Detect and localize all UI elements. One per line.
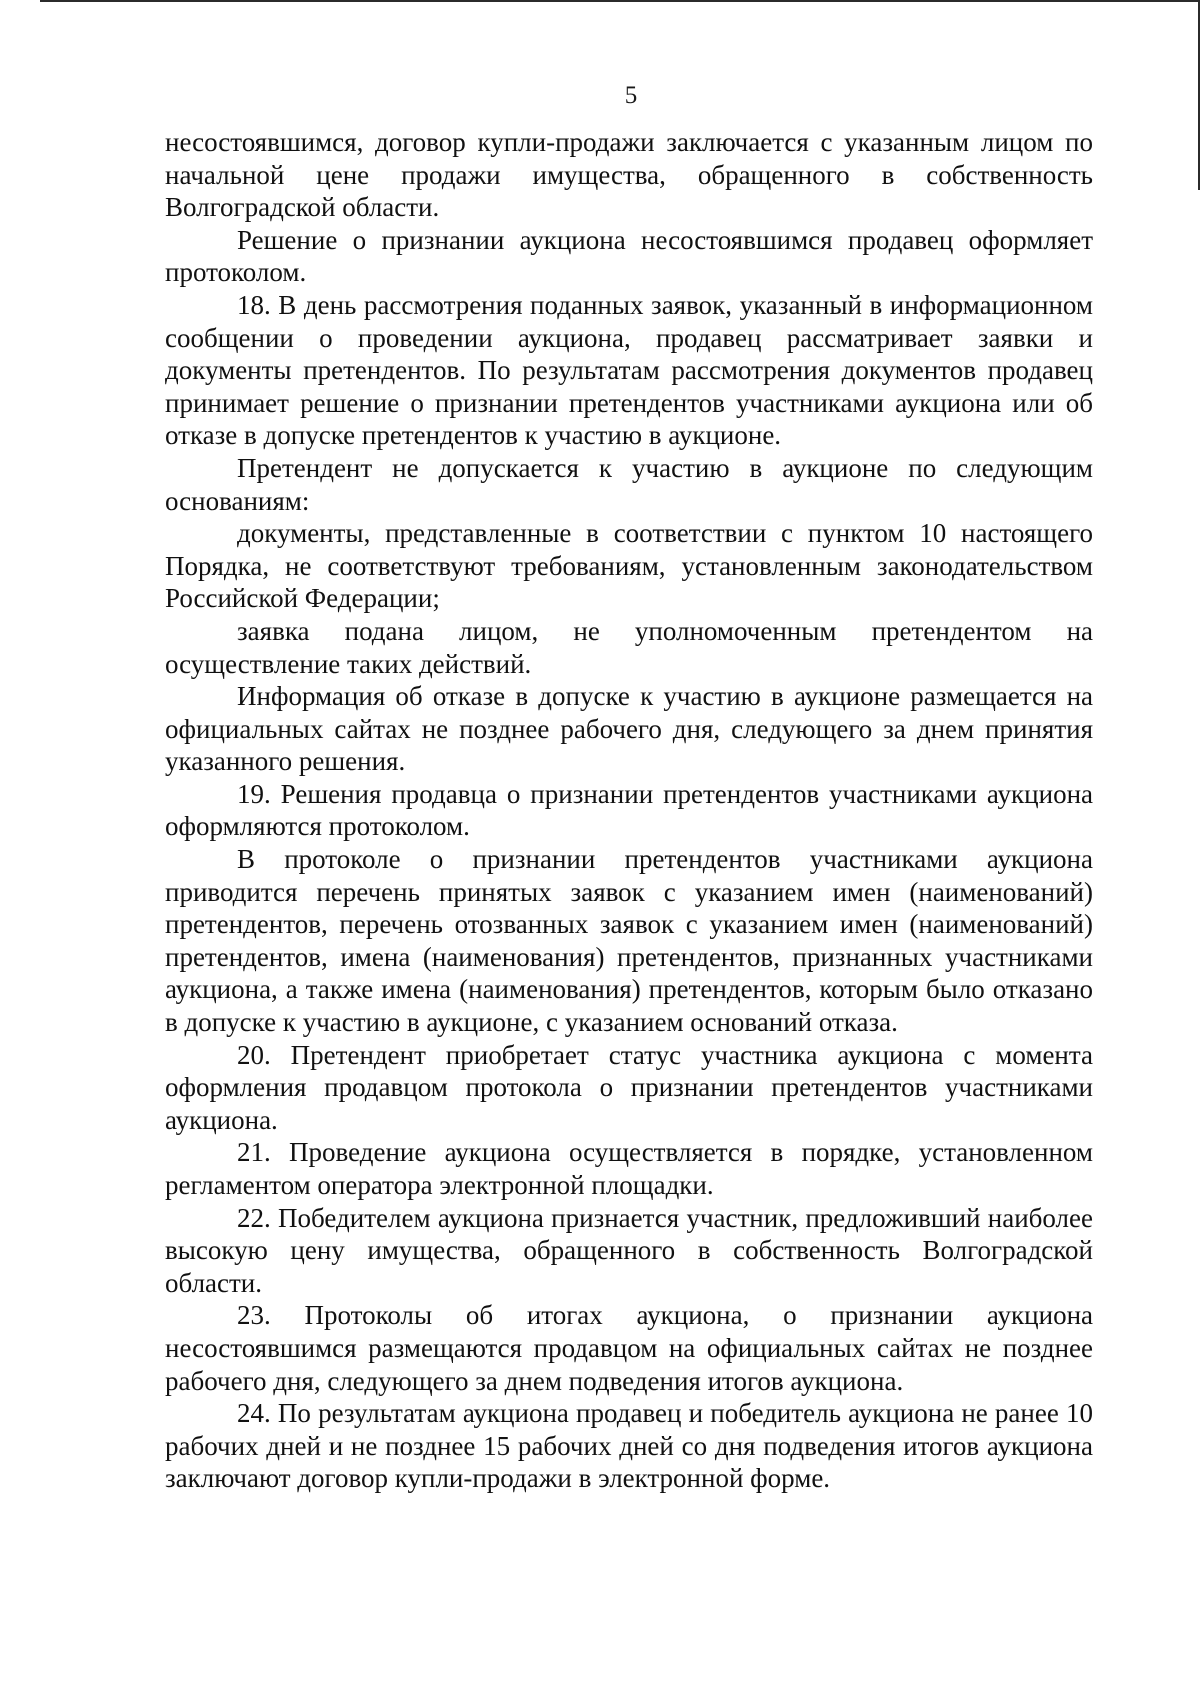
paragraph-clause-19: 19. Решения продавца о признании претендентов участниками аукциона оформляются протоколом. (165, 778, 1093, 842)
paragraph-rejection-info: Информация об отказе в допуске к участию в аукционе размещается на официальных сайтах не позднее рабочего дня, следующего за днем принятия указанного решения. (165, 681, 1093, 777)
paragraph-clause-18: 18. В день рассмотрения поданных заявок, указанный в информационном сообщении о проведении аукциона, продавец рассматривает заявки и документы претендентов. По результатам рассмотрения документов продавец принимает решение о признании претендентов участниками аукциона или об отказе в допуске претендентов к участию в аукционе. (165, 289, 1093, 451)
paragraph-auction-failed-protocol: Решение о признании аукциона несостоявшимся продавец оформляет протоколом. (165, 224, 1093, 288)
paragraph-clause-20: 20. Претендент приобретает статус участника аукциона с момента оформления продавцом протокола о признании претендентов участниками аукциона. (165, 1039, 1093, 1135)
paragraph-protocol-contents: В протоколе о признании претендентов участниками аукциона приводится перечень принятых заявок с указанием имен (наименований) претендентов, перечень отозванных заявок с указанием имен (наименований) претендентов, имена (наименования) претендентов, признанных участниками аукциона, а также имена (наименования) претендентов, которым было отказано в допуске к участию в аукционе, с указанием оснований отказа. (165, 844, 1093, 1038)
paragraph-clause-23: 23. Протоколы об итогах аукциона, о признании аукциона несостоявшимся размещаются продавцом на официальных сайтах не позднее рабочего дня, следующего за днем подведения итогов аукциона. (165, 1300, 1093, 1396)
paragraph-continuation: несостоявшимся, договор купли-продажи заключается с указанным лицом по начальной цене продажи имущества, обращенного в собственность Волгоградской области. (165, 127, 1093, 223)
paragraph-ground-documents: документы, представленные в соответствии с пунктом 10 настоящего Порядка, не соответствуют требованиям, установленным законодательством Российской Федерации; (165, 518, 1093, 614)
paragraph-clause-21: 21. Проведение аукциона осуществляется в порядке, установленном регламентом оператора электронной площадки. (165, 1137, 1093, 1200)
paragraph-ground-unauthorized: заявка подана лицом, не уполномоченным претендентом на осуществление таких действий. (165, 615, 1093, 679)
paragraph-clause-22: 22. Победителем аукциона признается участник, предложивший наиболее высокую цену имущества, обращенного в собственность Волгоградской области. (165, 1202, 1093, 1298)
document-body (165, 126, 1093, 1495)
page-number: 5 (624, 82, 638, 109)
scan-border-top (40, 0, 1200, 2)
paragraph-rejection-grounds: Претендент не допускается к участию в аукционе по следующим основаниям: (165, 452, 1093, 516)
paragraph-clause-24: 24. По результатам аукциона продавец и победитель аукциона не ранее 10 рабочих дней и не позднее 15 рабочих дней со дня подведения итогов аукциона заключают договор купли-продажи в электронной форме. (165, 1398, 1093, 1494)
